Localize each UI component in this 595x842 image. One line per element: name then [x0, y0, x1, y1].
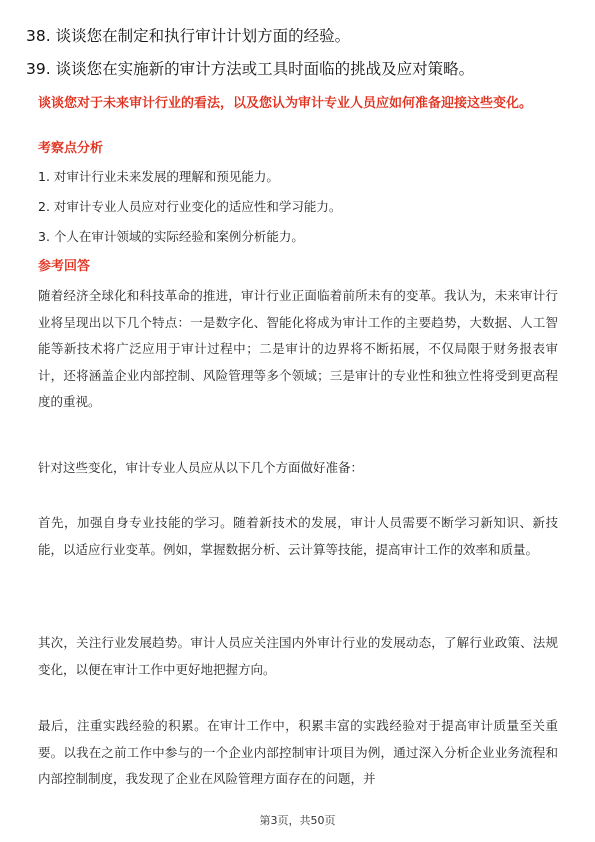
analysis-heading: 考察点分析	[38, 141, 104, 156]
answer-paragraph: 针对这些变化，审计专业人员应从以下几个方面做好准备：	[38, 460, 364, 475]
page-footer: 第3页，共50页	[259, 814, 336, 827]
answer-paragraph: 其次，关注行业发展趋势。审计人员应关注国内外审计行业的发展动态，了解行业政策、法规变化，以便在审计工作中更好地把握方向。	[38, 635, 558, 677]
current-question-title: 谈谈您对于未来审计行业的看法，以及您认为审计专业人员应如何准备迎接这些变化。	[38, 96, 533, 111]
question-39: 39. 谈谈您在实施新的审计方法或工具时面临的挑战及应对策略。	[26, 60, 475, 78]
answer-paragraph: 首先，加强自身专业技能的学习。随着新技术的发展，审计人员需要不断学习新知识、新技能，以适应行业变革。例如，掌握数据分析、云计算等技能，提高审计工作的效率和质量。	[38, 515, 558, 557]
answer-paragraph: 随着经济全球化和科技革命的推进，审计行业正面临着前所未有的变革。我认为，未来审计行业将呈现出以下几个特点：一是数字化、智能化将成为审计工作的主要趋势，大数据、人工智能等新技术将广泛应用于审计过程中；二是审计的边界将不断拓展，不仅局限于财务报表审计，还将涵盖企业内部控制、风险管理等多个领域；三是审计的专业性和独立性将受到更高程度的重视。	[38, 288, 558, 409]
answer-paragraph: 最后，注重实践经验的积累。在审计工作中，积累丰富的实践经验对于提高审计质量至关重要。以我在之前工作中参与的一个企业内部控制审计项目为例，通过深入分析企业业务流程和内部控制制度，我发现了企业在风险管理方面存在的问题，并	[38, 718, 558, 786]
analysis-point: 3. 个人在审计领域的实际经验和案例分析能力。	[38, 229, 304, 244]
answer-heading: 参考回答	[38, 259, 91, 274]
question-38: 38. 谈谈您在制定和执行审计计划方面的经验。	[26, 27, 351, 45]
analysis-point: 1. 对审计行业未来发展的理解和预见能力。	[38, 169, 279, 184]
analysis-point: 2. 对审计专业人员应对行业变化的适应性和学习能力。	[38, 199, 342, 214]
